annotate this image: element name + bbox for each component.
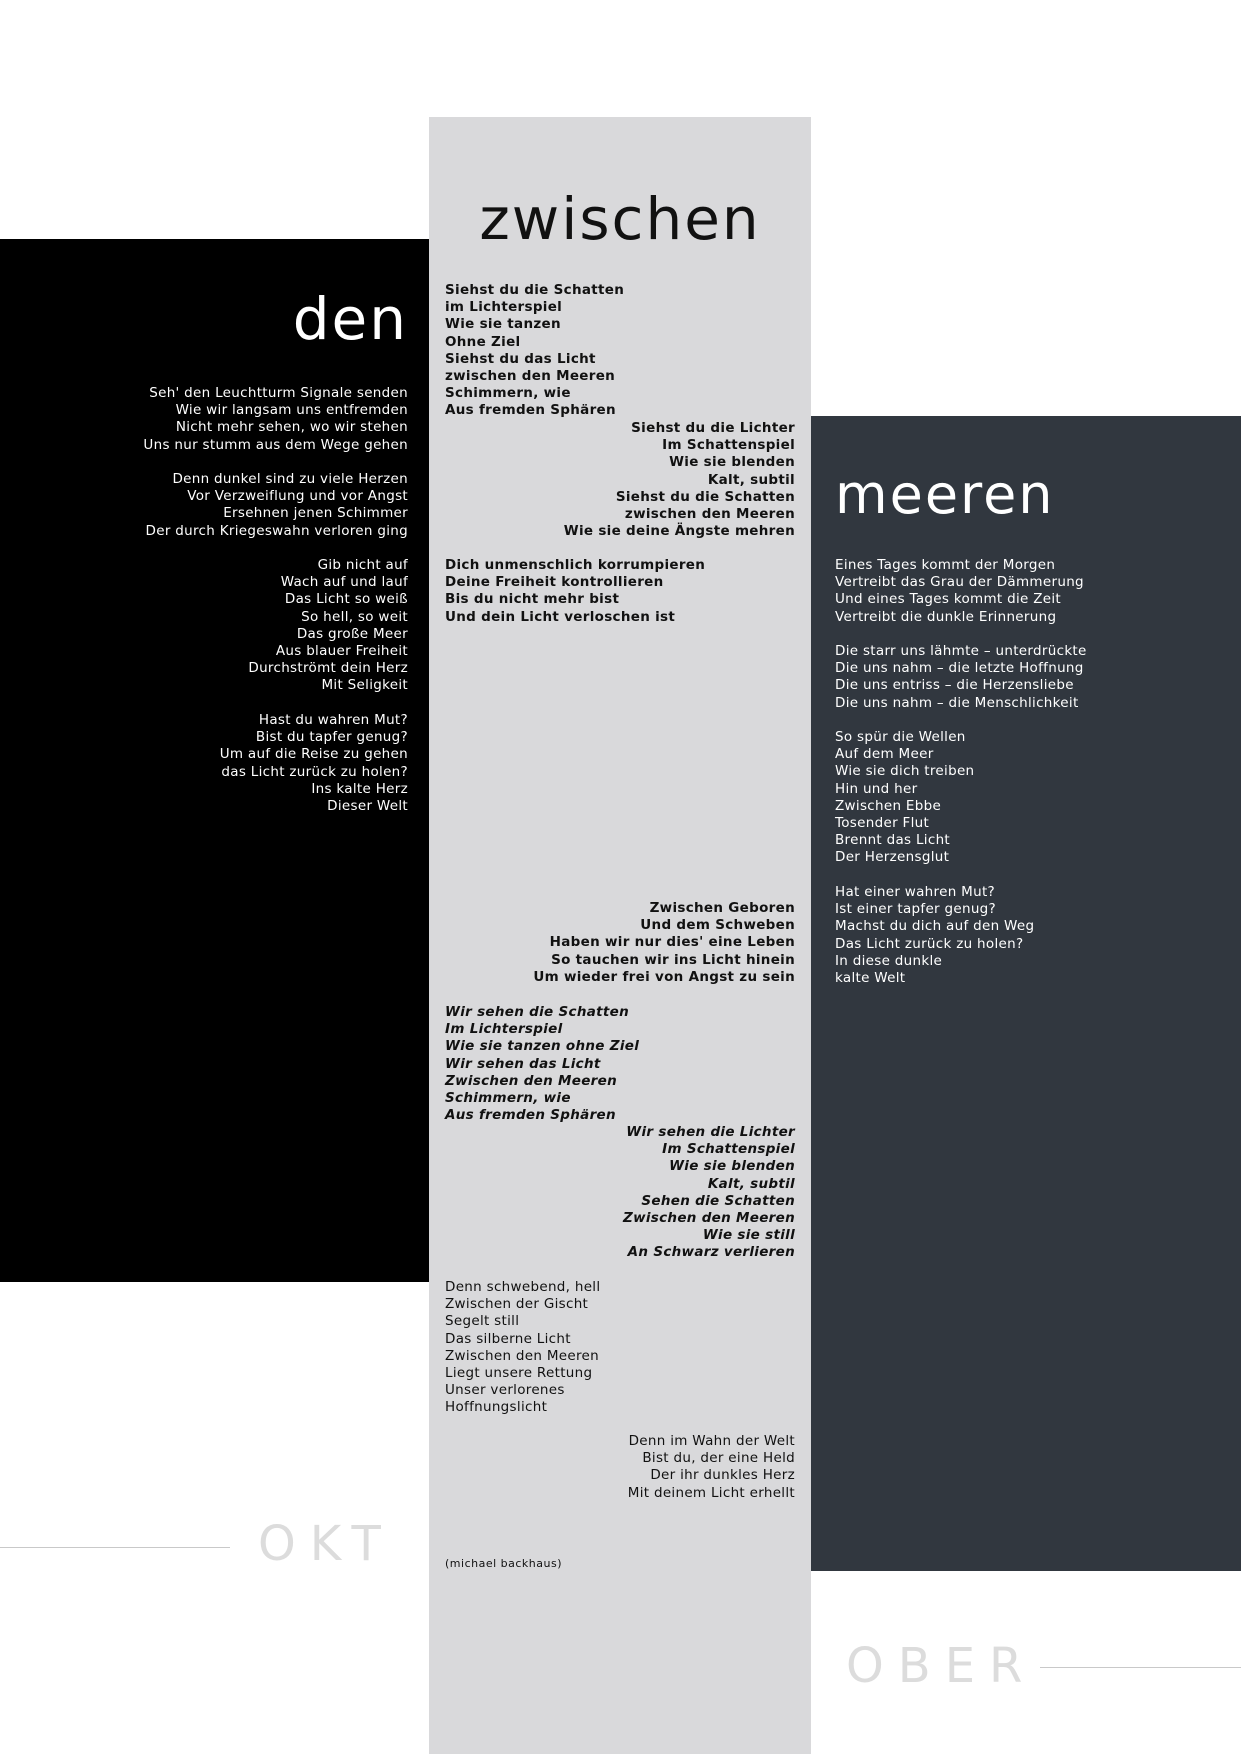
left-stanza-1: Seh' den Leuchtturm Signale senden Wie wir langsam uns entfremden Nicht mehr sehen, wo wir stehen Uns nur stumm aus dem Wege gehen [143,385,408,453]
title-meeren: meeren [835,463,1055,526]
left-divider-line [0,1547,230,1548]
title-zwischen: zwischen [479,185,761,253]
middle-stanza-7: Denn schwebend, hell Zwischen der Gischt Segelt still Das silberne Licht Zwischen den Meeren Liegt unsere Rettung Unser verlorenes Hoffnungslicht [445,1279,601,1416]
middle-stanza-4: Zwischen Geboren Und dem Schweben Haben wir nur dies' eine Leben So tauchen wir ins Licht hinein Um wieder frei von Angst zu sein [533,900,795,985]
month-label-part2: OBER [846,1638,1037,1694]
right-stanza-4: Hat einer wahren Mut? Ist einer tapfer genug? Machst du dich auf den Weg Das Licht zurück zu holen? In diese dunkle kalte Welt [835,884,1035,987]
middle-stanza-8: Denn im Wahn der Welt Bist du, der eine Held Der ihr dunkles Herz Mit deinem Licht erhellt [627,1433,795,1501]
middle-stanza-2: Siehst du die Lichter Im Schattenspiel Wie sie blenden Kalt, subtil Siehst du die Schatten zwischen den Meeren Wie sie deine Ängste mehren [563,420,795,540]
left-stanza-2: Denn dunkel sind zu viele Herzen Vor Verzweiflung und vor Angst Ersehnen jenen Schimmer Der durch Kriegeswahn verloren ging [145,471,408,539]
month-label-part1: OKT [258,1516,395,1572]
middle-stanza-1: Siehst du die Schatten im Lichterspiel Wie sie tanzen Ohne Ziel Siehst du das Licht zwischen den Meeren Schimmern, wie Aus fremden Sphären [445,282,625,419]
middle-stanza-5: Wir sehen die Schatten Im Lichterspiel Wie sie tanzen ohne Ziel Wir sehen das Licht Zwischen den Meeren Schimmern, wie Aus fremden Sphären [445,1004,640,1124]
right-stanza-1: Eines Tages kommt der Morgen Vertreibt das Grau der Dämmerung Und eines Tages kommt die Zeit Vertreibt die dunkle Erinnerung [835,557,1084,625]
right-stanza-3: So spür die Wellen Auf dem Meer Wie sie dich treiben Hin und her Zwischen Ebbe Tosender Flut Brennt das Licht Der Herzensglut [835,729,975,866]
middle-stanza-3: Dich unmenschlich korrumpieren Deine Freiheit kontrollieren Bis du nicht mehr bist Und dein Licht verloschen ist [445,557,706,625]
title-den: den [292,285,408,353]
left-stanza-3: Gib nicht auf Wach auf und lauf Das Licht so weiß So hell, so weit Das große Meer Aus blauer Freiheit Durchströmt dein Herz Mit Seligkeit [248,557,408,694]
middle-stanza-6: Wir sehen die Lichter Im Schattenspiel Wie sie blenden Kalt, subtil Sehen die Schatten Zwischen den Meeren Wie sie still An Schwarz verlieren [622,1124,795,1261]
author-credit: (michael backhaus) [445,1557,562,1570]
left-stanza-4: Hast du wahren Mut? Bist du tapfer genug? Um auf die Reise zu gehen das Licht zurück zu holen? Ins kalte Herz Dieser Welt [219,712,408,815]
right-divider-line [1040,1667,1241,1668]
right-stanza-2: Die starr uns lähmte – unterdrückte Die uns nahm – die letzte Hoffnung Die uns entriss – die Herzensliebe Die uns nahm – die Menschlichkeit [835,643,1087,711]
